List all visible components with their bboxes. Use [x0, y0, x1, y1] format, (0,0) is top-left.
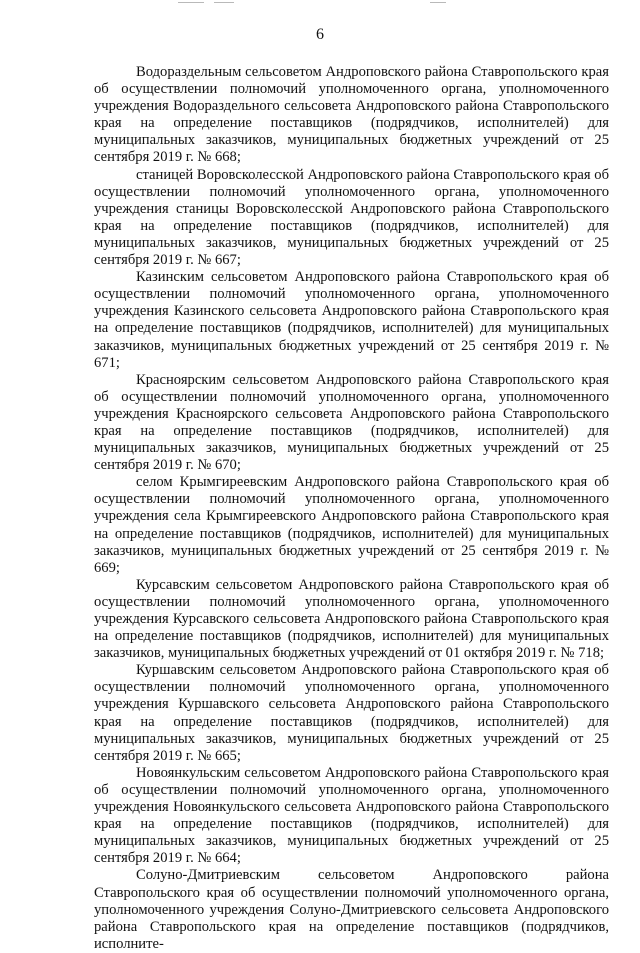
page-number: 6: [316, 26, 324, 43]
paragraph-krymgireevskoe: селом Крымгиреевским Андроповского района Ставропольского края об осуществлении полномочий уполномоченного органа, уполномоченного учреждения села Крымгиреевского Андроповского района Ставропольского края на определение поставщиков (подрядчиков, исполнителей) для муниципальных заказчиков, муниципальных бюджетных учреждений от 25 сентября 2019 г. № 669;: [94, 474, 609, 576]
paragraph-soluno-dmitrievsky: Солуно-Дмитриевским сельсоветом Андроповского района Ставропольского края об осуществлении полномочий уполномоченного органа, уполномоченного учреждения Солуно-Дмитриевского сельсовета Андроповского района Ставропольского края на определение поставщиков (подрядчиков, исполните-: [94, 867, 609, 952]
paragraph-kurshavsky: Куршавским сельсоветом Андроповского района Ставропольского края об осуществлении полномочий уполномоченного органа, уполномоченного учреждения Куршавского сельсовета Андроповского района Ставропольского края на определение поставщиков (подрядчиков, исполнителей) для муниципальных заказчиков, муниципальных бюджетных учреждений от 25 сентября 2019 г. № 665;: [94, 662, 609, 764]
paragraph-novoyankulsky: Новоянкульским сельсоветом Андроповского района Ставропольского края об осуществлении полномочий уполномоченного органа, уполномоченного учреждения Новоянкульского сельсовета Андроповского района Ставропольского края на определение поставщиков (подрядчиков, исполнителей) для муниципальных заказчиков, муниципальных бюджетных учреждений от 25 сентября 2019 г. № 664;: [94, 764, 609, 867]
paragraph-kursavsky: Курсавским сельсоветом Андроповского района Ставропольского края об осуществлении полномочий уполномоченного органа, уполномоченного учреждения Курсавского сельсовета Андроповского района Ставропольского края на определение поставщиков (подрядчиков, исполнителей) для муниципальных заказчиков, муниципальных бюджетных учреждений от 01 октября 2019 г. № 718;: [94, 576, 609, 662]
paragraph-vorovskolesskaya: станицей Воровсколесской Андроповского района Ставропольского края об осуществлении полномочий уполномоченного органа, уполномоченного учреждения станицы Воровсколесской Андроповского района Ставропольского края на определение поставщиков (подрядчиков, исполнителей) для муниципальных заказчиков, муниципальных бюджетных учреждений от 25 сентября 2019 г. № 667;: [94, 166, 609, 269]
paragraph-kazinsky: Казинским сельсоветом Андроповского района Ставропольского края об осуществлении полномочий уполномоченного органа, уполномоченного учреждения Казинского сельсовета Андроповского района Ставропольского края на определение поставщиков (подрядчиков, исполнителей) для муниципальных заказчиков, муниципальных бюджетных учреждений от 25 сентября 2019 г. № 671;: [94, 269, 609, 371]
document-body: [94, 64, 609, 953]
paragraph-vodorazdelny: Водораздельным сельсоветом Андроповского района Ставропольского края об осуществлении полномочий уполномоченного органа, уполномоченного учреждения Водораздельного сельсовета Андроповского района Ставропольского края на определение поставщиков (подрядчиков, исполнителей) для муниципальных заказчиков, муниципальных бюджетных учреждений от 25 сентября 2019 г. № 668;: [94, 64, 609, 166]
scan-artifact-marks: [178, 2, 468, 6]
paragraph-krasnoyarsky: Красноярским сельсоветом Андроповского района Ставропольского края об осуществлении полномочий уполномоченного органа, уполномоченного учреждения Красноярского сельсовета Андроповского района Ставропольского края на определение поставщиков (подрядчиков, исполнителей) для муниципальных заказчиков, муниципальных бюджетных учреждений от 25 сентября 2019 г. № 670;: [94, 371, 609, 474]
